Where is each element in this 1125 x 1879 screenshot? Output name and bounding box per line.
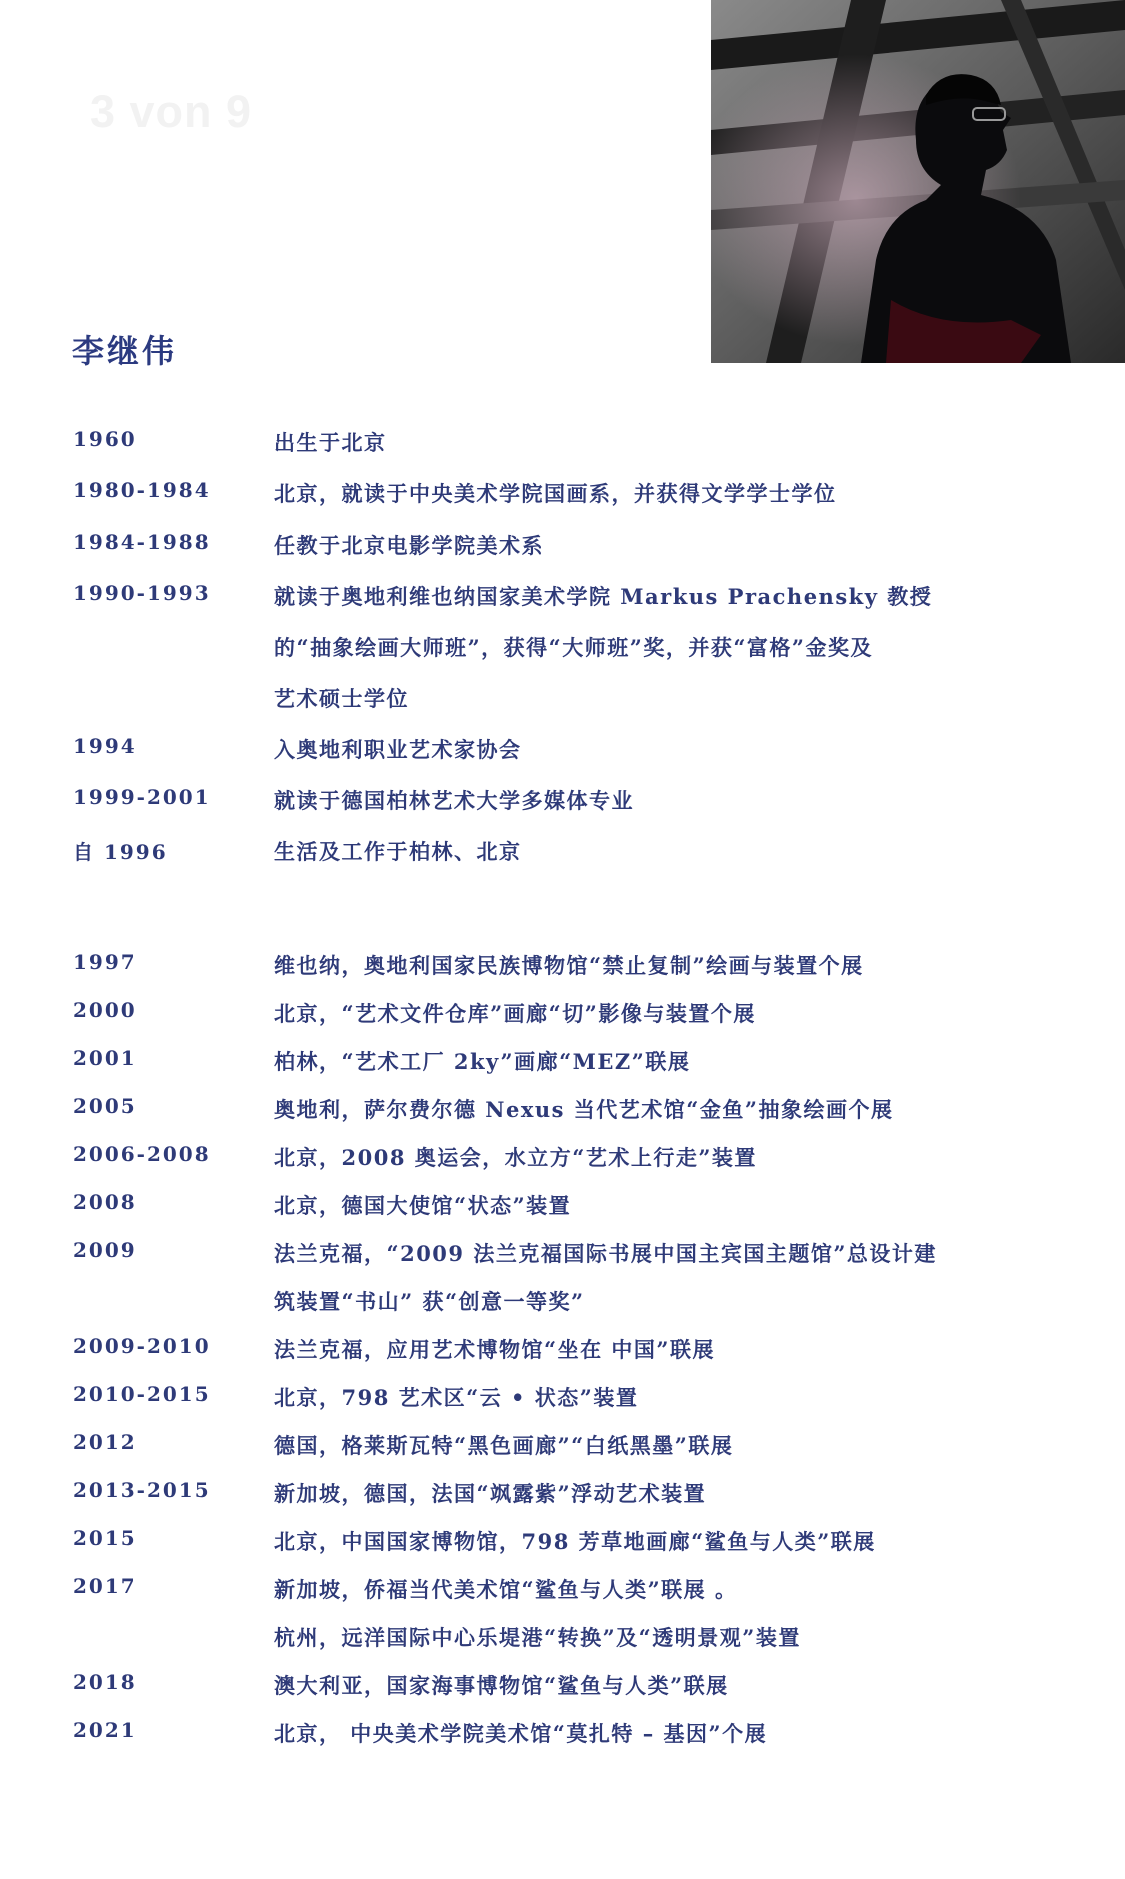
entry-text-line: 就读于奥地利维也纳国家美术学院 Markus Prachensky 教授 — [274, 584, 933, 609]
entry-text-line: 澳大利亚，国家海事博物馆“鲨鱼与人类”联展 — [274, 1673, 729, 1698]
entry-year: 2009-2010 — [73, 1334, 211, 1358]
entry-year: 1984-1988 — [73, 530, 211, 554]
entry-text-line: 入奥地利职业艺术家协会 — [274, 737, 522, 762]
entry-year: 2009 — [73, 1238, 137, 1262]
entry-text-line: 法兰克福，应用艺术博物馆“坐在 中国”联展 — [274, 1337, 715, 1362]
entry-year: 1999-2001 — [73, 785, 211, 809]
entry-text-line: 出生于北京 — [274, 430, 387, 455]
entry-year: 2021 — [73, 1718, 137, 1742]
entry-text-line: 杭州，远洋国际中心乐堤港“转换”及“透明景观”装置 — [274, 1625, 801, 1650]
entry-text-line: 北京，798 艺术区“云 • 状态”装置 — [274, 1385, 639, 1410]
entry-year: 2001 — [73, 1046, 137, 1070]
entry-text-line: 艺术硕士学位 — [274, 686, 409, 711]
entry-year: 1980-1984 — [73, 478, 211, 502]
entry-text-line: 奥地利，萨尔费尔德 Nexus 当代艺术馆“金鱼”抽象绘画个展 — [274, 1097, 894, 1122]
entry-text-line: 生活及工作于柏林、北京 — [274, 839, 522, 864]
page-counter: 3 von 9 — [90, 86, 253, 137]
entry-year: 2018 — [73, 1670, 137, 1694]
entry-text-line: 北京，2008 奥运会，水立方“艺术上行走”装置 — [274, 1145, 757, 1170]
entry-text-line: 新加坡，德国，法国“飒露紫”浮动艺术装置 — [274, 1481, 707, 1506]
entry-text-line: 就读于德国柏林艺术大学多媒体专业 — [274, 788, 634, 813]
entry-text-line: 北京，就读于中央美术学院国画系，并获得文学学士学位 — [274, 481, 837, 506]
entry-year: 1960 — [73, 427, 137, 451]
entry-year: 2000 — [73, 998, 137, 1022]
entry-year: 2005 — [73, 1094, 137, 1118]
entry-text-line: 法兰克福，“2009 法兰克福国际书展中国主宾国主题馆”总设计建 — [274, 1241, 937, 1266]
entry-year: 自 1996 — [73, 840, 168, 864]
entry-year: 2008 — [73, 1190, 137, 1214]
entry-year: 2013-2015 — [73, 1478, 211, 1502]
entry-year: 2012 — [73, 1430, 137, 1454]
entry-text-line: 筑装置“书山” 获“创意一等奖” — [274, 1289, 585, 1314]
entry-year: 2010-2015 — [73, 1382, 211, 1406]
entry-year: 2006-2008 — [73, 1142, 211, 1166]
entry-text-line: 的“抽象绘画大师班”，获得“大师班”奖，并获“富格”金奖及 — [274, 635, 873, 660]
artist-portrait-photo — [711, 0, 1125, 363]
entry-year: 1990-1993 — [73, 581, 211, 605]
entry-text-line: 北京，中国国家博物馆，798 芳草地画廊“鲨鱼与人类”联展 — [274, 1529, 876, 1554]
entry-text-line: 德国，格莱斯瓦特“黑色画廊”“白纸黑墨”联展 — [274, 1433, 734, 1458]
entry-year: 1997 — [73, 950, 137, 974]
entry-year: 1994 — [73, 734, 137, 758]
entry-text-line: 北京，德国大使馆“状态”装置 — [274, 1193, 572, 1218]
entry-year: 2015 — [73, 1526, 137, 1550]
entry-text-line: 北京，“艺术文件仓库”画廊“切”影像与装置个展 — [274, 1001, 756, 1026]
entry-text-line: 柏林，“艺术工厂 2ky”画廊“MEZ”联展 — [274, 1049, 691, 1074]
entry-text-line: 维也纳，奥地利国家民族博物馆“禁止复制”绘画与装置个展 — [274, 953, 864, 978]
artist-name: 李继伟 — [72, 332, 178, 370]
entry-text-line: 任教于北京电影学院美术系 — [274, 533, 544, 558]
entry-year: 2017 — [73, 1574, 137, 1598]
entry-text-line: 北京， 中央美术学院美术馆“莫扎特 – 基因”个展 — [274, 1721, 768, 1746]
entry-text-line: 新加坡，侨福当代美术馆“鲨鱼与人类”联展 。 — [274, 1577, 738, 1602]
